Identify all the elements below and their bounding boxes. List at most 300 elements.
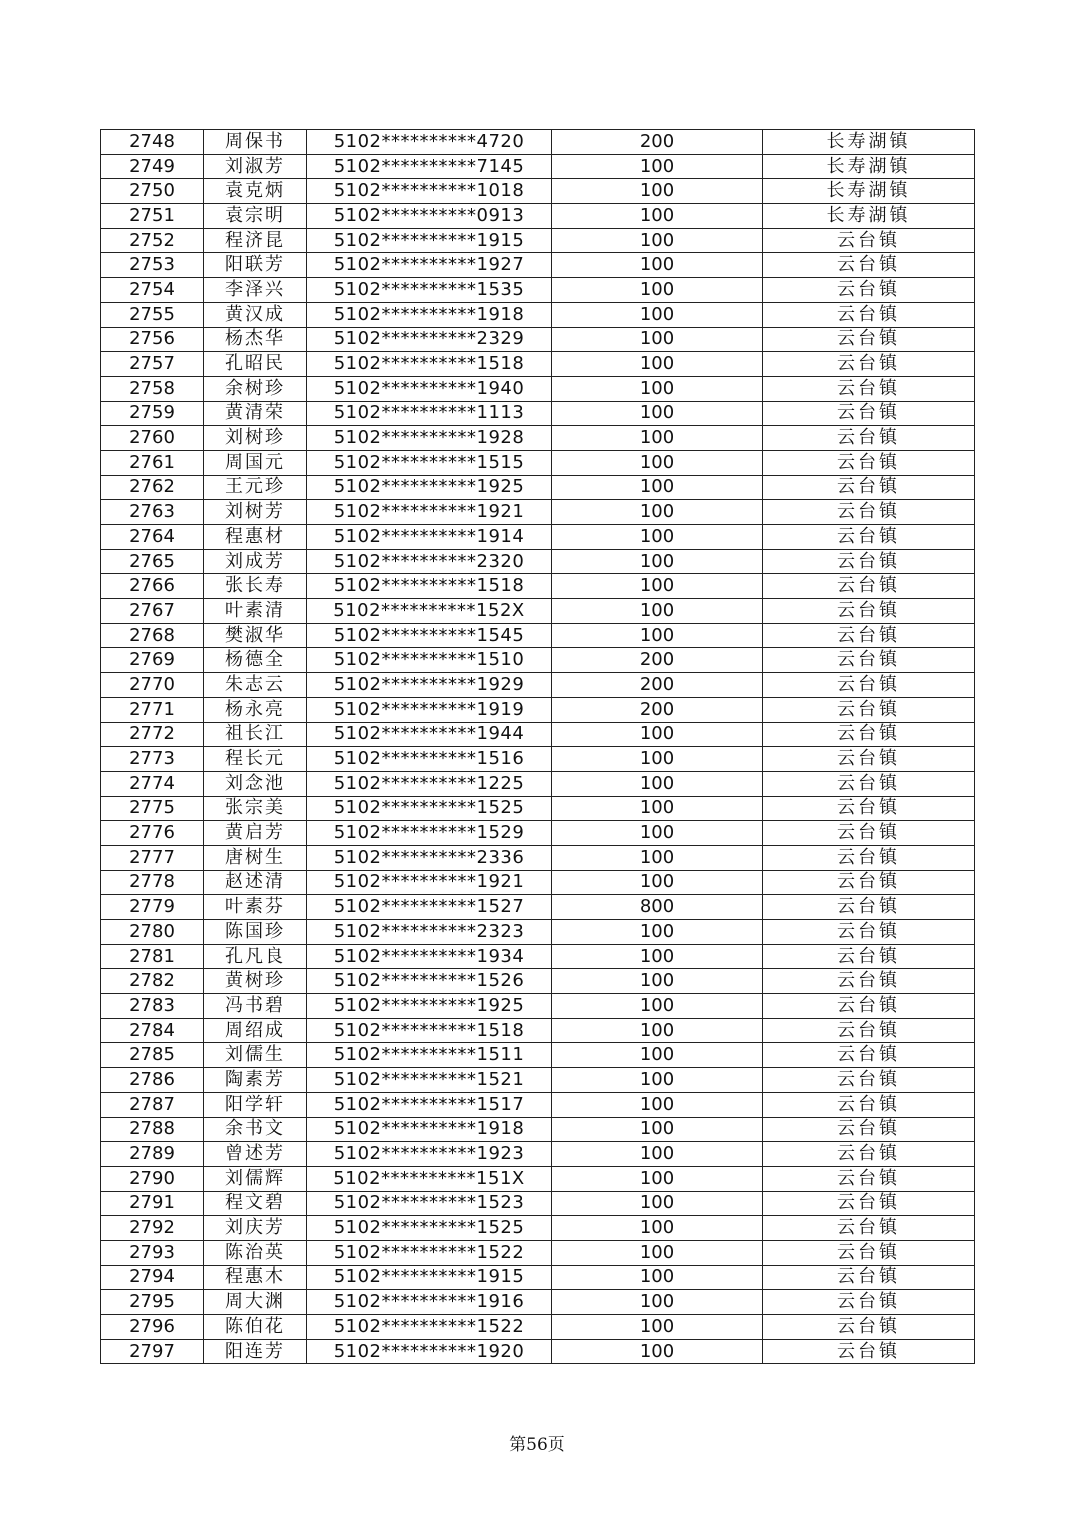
name-cell: 刘树芳 <box>204 500 307 525</box>
row-number-cell: 2796 <box>101 1315 204 1340</box>
id-number-cell: 5102**********1529 <box>307 821 552 846</box>
amount-cell: 100 <box>552 1265 763 1290</box>
amount-cell: 100 <box>552 1240 763 1265</box>
amount-cell: 100 <box>552 1166 763 1191</box>
town-cell: 云台镇 <box>763 1339 975 1364</box>
table-row <box>101 401 975 426</box>
id-number-cell: 5102**********1527 <box>307 895 552 920</box>
row-number-cell: 2757 <box>101 352 204 377</box>
row-number-cell: 2750 <box>101 179 204 204</box>
table-row <box>101 278 975 303</box>
table-row <box>101 376 975 401</box>
id-number-cell: 5102**********1915 <box>307 228 552 253</box>
name-cell: 刘淑芳 <box>204 154 307 179</box>
amount-cell: 100 <box>552 821 763 846</box>
id-number-cell: 5102**********1525 <box>307 1216 552 1241</box>
table-row <box>101 1068 975 1093</box>
row-number-cell: 2787 <box>101 1092 204 1117</box>
id-number-cell: 5102**********152X <box>307 599 552 624</box>
id-number-cell: 5102**********1511 <box>307 1043 552 1068</box>
row-number-cell: 2768 <box>101 623 204 648</box>
name-cell: 程文碧 <box>204 1191 307 1216</box>
town-cell: 云台镇 <box>763 376 975 401</box>
town-cell: 云台镇 <box>763 253 975 278</box>
table-row <box>101 771 975 796</box>
table-row <box>101 722 975 747</box>
town-cell: 云台镇 <box>763 845 975 870</box>
table-row <box>101 525 975 550</box>
table-row <box>101 895 975 920</box>
amount-cell: 100 <box>552 376 763 401</box>
id-number-cell: 5102**********1545 <box>307 623 552 648</box>
name-cell: 樊淑华 <box>204 623 307 648</box>
id-number-cell: 5102**********1934 <box>307 944 552 969</box>
name-cell: 冯书碧 <box>204 994 307 1019</box>
amount-cell: 100 <box>552 549 763 574</box>
name-cell: 刘成芳 <box>204 549 307 574</box>
table-row <box>101 253 975 278</box>
name-cell: 程惠木 <box>204 1265 307 1290</box>
table-row <box>101 1216 975 1241</box>
amount-cell: 100 <box>552 253 763 278</box>
table-row <box>101 1240 975 1265</box>
row-number-cell: 2786 <box>101 1068 204 1093</box>
town-cell: 云台镇 <box>763 1290 975 1315</box>
table-row <box>101 969 975 994</box>
amount-cell: 100 <box>552 994 763 1019</box>
name-cell: 周保书 <box>204 130 307 155</box>
town-cell: 云台镇 <box>763 722 975 747</box>
row-number-cell: 2775 <box>101 796 204 821</box>
row-number-cell: 2770 <box>101 673 204 698</box>
id-number-cell: 5102**********1940 <box>307 376 552 401</box>
row-number-cell: 2783 <box>101 994 204 1019</box>
town-cell: 云台镇 <box>763 1315 975 1340</box>
name-cell: 赵述清 <box>204 870 307 895</box>
amount-cell: 100 <box>552 623 763 648</box>
table-row <box>101 623 975 648</box>
amount-cell: 100 <box>552 1315 763 1340</box>
table-row <box>101 1339 975 1364</box>
id-number-cell: 5102**********1525 <box>307 796 552 821</box>
name-cell: 袁宗明 <box>204 204 307 229</box>
town-cell: 云台镇 <box>763 747 975 772</box>
town-cell: 云台镇 <box>763 475 975 500</box>
table-row <box>101 920 975 945</box>
town-cell: 长寿湖镇 <box>763 204 975 229</box>
town-cell: 云台镇 <box>763 697 975 722</box>
amount-cell: 100 <box>552 845 763 870</box>
town-cell: 云台镇 <box>763 500 975 525</box>
table-row <box>101 426 975 451</box>
row-number-cell: 2782 <box>101 969 204 994</box>
amount-cell: 100 <box>552 1018 763 1043</box>
amount-cell: 100 <box>552 401 763 426</box>
amount-cell: 100 <box>552 525 763 550</box>
table-row <box>101 1018 975 1043</box>
row-number-cell: 2774 <box>101 771 204 796</box>
row-number-cell: 2793 <box>101 1240 204 1265</box>
row-number-cell: 2758 <box>101 376 204 401</box>
id-number-cell: 5102**********1916 <box>307 1290 552 1315</box>
name-cell: 周绍成 <box>204 1018 307 1043</box>
id-number-cell: 5102**********1925 <box>307 475 552 500</box>
name-cell: 李泽兴 <box>204 278 307 303</box>
town-cell: 云台镇 <box>763 1265 975 1290</box>
town-cell: 云台镇 <box>763 450 975 475</box>
table-row <box>101 302 975 327</box>
amount-cell: 100 <box>552 1043 763 1068</box>
amount-cell: 100 <box>552 278 763 303</box>
name-cell: 陶素芳 <box>204 1068 307 1093</box>
id-number-cell: 5102**********1535 <box>307 278 552 303</box>
id-number-cell: 5102**********1925 <box>307 994 552 1019</box>
row-number-cell: 2778 <box>101 870 204 895</box>
row-number-cell: 2794 <box>101 1265 204 1290</box>
id-number-cell: 5102**********0913 <box>307 204 552 229</box>
table-row <box>101 130 975 155</box>
row-number-cell: 2790 <box>101 1166 204 1191</box>
table-row <box>101 1315 975 1340</box>
table-row <box>101 1290 975 1315</box>
row-number-cell: 2753 <box>101 253 204 278</box>
amount-cell: 100 <box>552 722 763 747</box>
id-number-cell: 5102**********1944 <box>307 722 552 747</box>
id-number-cell: 5102**********1113 <box>307 401 552 426</box>
town-cell: 云台镇 <box>763 920 975 945</box>
town-cell: 长寿湖镇 <box>763 154 975 179</box>
table-row <box>101 648 975 673</box>
amount-cell: 100 <box>552 1117 763 1142</box>
amount-cell: 100 <box>552 475 763 500</box>
town-cell: 云台镇 <box>763 278 975 303</box>
row-number-cell: 2784 <box>101 1018 204 1043</box>
row-number-cell: 2776 <box>101 821 204 846</box>
amount-cell: 200 <box>552 130 763 155</box>
row-number-cell: 2765 <box>101 549 204 574</box>
name-cell: 王元珍 <box>204 475 307 500</box>
amount-cell: 100 <box>552 500 763 525</box>
id-number-cell: 5102**********151X <box>307 1166 552 1191</box>
table-row <box>101 549 975 574</box>
name-cell: 余书文 <box>204 1117 307 1142</box>
name-cell: 黄汉成 <box>204 302 307 327</box>
row-number-cell: 2749 <box>101 154 204 179</box>
name-cell: 刘儒生 <box>204 1043 307 1068</box>
name-cell: 刘念池 <box>204 771 307 796</box>
amount-cell: 100 <box>552 1092 763 1117</box>
id-number-cell: 5102**********1518 <box>307 352 552 377</box>
row-number-cell: 2791 <box>101 1191 204 1216</box>
town-cell: 云台镇 <box>763 771 975 796</box>
name-cell: 刘树珍 <box>204 426 307 451</box>
amount-cell: 100 <box>552 870 763 895</box>
id-number-cell: 5102**********1915 <box>307 1265 552 1290</box>
name-cell: 周国元 <box>204 450 307 475</box>
table-row <box>101 1092 975 1117</box>
row-number-cell: 2766 <box>101 574 204 599</box>
id-number-cell: 5102**********7145 <box>307 154 552 179</box>
amount-cell: 100 <box>552 1142 763 1167</box>
id-number-cell: 5102**********1521 <box>307 1068 552 1093</box>
town-cell: 云台镇 <box>763 994 975 1019</box>
amount-cell: 100 <box>552 574 763 599</box>
id-number-cell: 5102**********1510 <box>307 648 552 673</box>
id-number-cell: 5102**********1920 <box>307 1339 552 1364</box>
town-cell: 云台镇 <box>763 426 975 451</box>
town-cell: 云台镇 <box>763 302 975 327</box>
town-cell: 云台镇 <box>763 1043 975 1068</box>
amount-cell: 100 <box>552 599 763 624</box>
row-number-cell: 2761 <box>101 450 204 475</box>
name-cell: 黄启芳 <box>204 821 307 846</box>
table-row <box>101 352 975 377</box>
town-cell: 云台镇 <box>763 352 975 377</box>
id-number-cell: 5102**********1517 <box>307 1092 552 1117</box>
page-number: 第56页 <box>509 1435 565 1455</box>
row-number-cell: 2752 <box>101 228 204 253</box>
town-cell: 云台镇 <box>763 228 975 253</box>
id-number-cell: 5102**********1523 <box>307 1191 552 1216</box>
roster-table-body <box>101 130 975 1364</box>
row-number-cell: 2797 <box>101 1339 204 1364</box>
town-cell: 云台镇 <box>763 1191 975 1216</box>
amount-cell: 100 <box>552 969 763 994</box>
row-number-cell: 2764 <box>101 525 204 550</box>
amount-cell: 100 <box>552 1290 763 1315</box>
id-number-cell: 5102**********2329 <box>307 327 552 352</box>
amount-cell: 100 <box>552 228 763 253</box>
id-number-cell: 5102**********1921 <box>307 500 552 525</box>
town-cell: 云台镇 <box>763 1142 975 1167</box>
name-cell: 陈治英 <box>204 1240 307 1265</box>
row-number-cell: 2777 <box>101 845 204 870</box>
table-row <box>101 673 975 698</box>
town-cell: 云台镇 <box>763 401 975 426</box>
table-row <box>101 574 975 599</box>
table-row <box>101 845 975 870</box>
row-number-cell: 2755 <box>101 302 204 327</box>
name-cell: 刘庆芳 <box>204 1216 307 1241</box>
name-cell: 程长元 <box>204 747 307 772</box>
id-number-cell: 5102**********2320 <box>307 549 552 574</box>
name-cell: 唐树生 <box>204 845 307 870</box>
name-cell: 阳联芳 <box>204 253 307 278</box>
town-cell: 云台镇 <box>763 1166 975 1191</box>
town-cell: 云台镇 <box>763 870 975 895</box>
amount-cell: 100 <box>552 1191 763 1216</box>
table-row <box>101 154 975 179</box>
id-number-cell: 5102**********2336 <box>307 845 552 870</box>
town-cell: 云台镇 <box>763 944 975 969</box>
row-number-cell: 2754 <box>101 278 204 303</box>
name-cell: 陈国珍 <box>204 920 307 945</box>
name-cell: 张宗美 <box>204 796 307 821</box>
table-row <box>101 1043 975 1068</box>
id-number-cell: 5102**********1927 <box>307 253 552 278</box>
town-cell: 云台镇 <box>763 648 975 673</box>
town-cell: 云台镇 <box>763 623 975 648</box>
amount-cell: 100 <box>552 796 763 821</box>
id-number-cell: 5102**********1518 <box>307 1018 552 1043</box>
amount-cell: 100 <box>552 327 763 352</box>
row-number-cell: 2760 <box>101 426 204 451</box>
name-cell: 张长寿 <box>204 574 307 599</box>
name-cell: 刘儒辉 <box>204 1166 307 1191</box>
id-number-cell: 5102**********1522 <box>307 1240 552 1265</box>
table-row <box>101 1191 975 1216</box>
id-number-cell: 5102**********2323 <box>307 920 552 945</box>
name-cell: 孔昭民 <box>204 352 307 377</box>
town-cell: 云台镇 <box>763 549 975 574</box>
town-cell: 云台镇 <box>763 895 975 920</box>
town-cell: 云台镇 <box>763 599 975 624</box>
town-cell: 长寿湖镇 <box>763 130 975 155</box>
row-number-cell: 2762 <box>101 475 204 500</box>
town-cell: 云台镇 <box>763 1117 975 1142</box>
table-row <box>101 179 975 204</box>
row-number-cell: 2748 <box>101 130 204 155</box>
amount-cell: 100 <box>552 302 763 327</box>
name-cell: 叶素清 <box>204 599 307 624</box>
town-cell: 云台镇 <box>763 673 975 698</box>
town-cell: 云台镇 <box>763 1018 975 1043</box>
table-row <box>101 204 975 229</box>
amount-cell: 100 <box>552 426 763 451</box>
amount-cell: 200 <box>552 697 763 722</box>
town-cell: 云台镇 <box>763 574 975 599</box>
name-cell: 阳连芳 <box>204 1339 307 1364</box>
table-row <box>101 944 975 969</box>
name-cell: 袁克炳 <box>204 179 307 204</box>
town-cell: 云台镇 <box>763 1216 975 1241</box>
amount-cell: 100 <box>552 747 763 772</box>
name-cell: 阳学轩 <box>204 1092 307 1117</box>
row-number-cell: 2769 <box>101 648 204 673</box>
name-cell: 孔凡良 <box>204 944 307 969</box>
name-cell: 杨德全 <box>204 648 307 673</box>
table-row <box>101 327 975 352</box>
row-number-cell: 2751 <box>101 204 204 229</box>
amount-cell: 100 <box>552 179 763 204</box>
table-row <box>101 796 975 821</box>
name-cell: 叶素芬 <box>204 895 307 920</box>
amount-cell: 100 <box>552 450 763 475</box>
table-row <box>101 1265 975 1290</box>
table-row <box>101 1142 975 1167</box>
row-number-cell: 2792 <box>101 1216 204 1241</box>
row-number-cell: 2785 <box>101 1043 204 1068</box>
id-number-cell: 5102**********1914 <box>307 525 552 550</box>
row-number-cell: 2788 <box>101 1117 204 1142</box>
town-cell: 云台镇 <box>763 796 975 821</box>
row-number-cell: 2767 <box>101 599 204 624</box>
town-cell: 云台镇 <box>763 525 975 550</box>
amount-cell: 100 <box>552 920 763 945</box>
town-cell: 长寿湖镇 <box>763 179 975 204</box>
id-number-cell: 5102**********1919 <box>307 697 552 722</box>
amount-cell: 100 <box>552 154 763 179</box>
row-number-cell: 2780 <box>101 920 204 945</box>
id-number-cell: 5102**********1522 <box>307 1315 552 1340</box>
town-cell: 云台镇 <box>763 1068 975 1093</box>
table-row <box>101 994 975 1019</box>
name-cell: 祖长江 <box>204 722 307 747</box>
roster-table <box>100 129 975 1364</box>
table-row <box>101 870 975 895</box>
town-cell: 云台镇 <box>763 327 975 352</box>
amount-cell: 100 <box>552 944 763 969</box>
id-number-cell: 5102**********1515 <box>307 450 552 475</box>
row-number-cell: 2779 <box>101 895 204 920</box>
name-cell: 朱志云 <box>204 673 307 698</box>
name-cell: 杨杰华 <box>204 327 307 352</box>
id-number-cell: 5102**********1516 <box>307 747 552 772</box>
table-row <box>101 228 975 253</box>
row-number-cell: 2795 <box>101 1290 204 1315</box>
id-number-cell: 5102**********1518 <box>307 574 552 599</box>
table-row <box>101 747 975 772</box>
name-cell: 周大渊 <box>204 1290 307 1315</box>
name-cell: 黄树珍 <box>204 969 307 994</box>
amount-cell: 100 <box>552 352 763 377</box>
amount-cell: 200 <box>552 648 763 673</box>
id-number-cell: 5102**********4720 <box>307 130 552 155</box>
table-row <box>101 599 975 624</box>
row-number-cell: 2771 <box>101 697 204 722</box>
amount-cell: 800 <box>552 895 763 920</box>
id-number-cell: 5102**********1918 <box>307 1117 552 1142</box>
id-number-cell: 5102**********1928 <box>307 426 552 451</box>
id-number-cell: 5102**********1018 <box>307 179 552 204</box>
table-row <box>101 697 975 722</box>
id-number-cell: 5102**********1923 <box>307 1142 552 1167</box>
id-number-cell: 5102**********1526 <box>307 969 552 994</box>
name-cell: 程惠材 <box>204 525 307 550</box>
table-row <box>101 500 975 525</box>
town-cell: 云台镇 <box>763 969 975 994</box>
name-cell: 余树珍 <box>204 376 307 401</box>
row-number-cell: 2781 <box>101 944 204 969</box>
name-cell: 曾述芳 <box>204 1142 307 1167</box>
table-row <box>101 475 975 500</box>
row-number-cell: 2763 <box>101 500 204 525</box>
row-number-cell: 2773 <box>101 747 204 772</box>
table-row <box>101 1166 975 1191</box>
table-row <box>101 821 975 846</box>
id-number-cell: 5102**********1225 <box>307 771 552 796</box>
amount-cell: 100 <box>552 1339 763 1364</box>
id-number-cell: 5102**********1918 <box>307 302 552 327</box>
name-cell: 杨永亮 <box>204 697 307 722</box>
name-cell: 程济昆 <box>204 228 307 253</box>
id-number-cell: 5102**********1921 <box>307 870 552 895</box>
row-number-cell: 2759 <box>101 401 204 426</box>
town-cell: 云台镇 <box>763 1240 975 1265</box>
table-row <box>101 450 975 475</box>
name-cell: 黄清荣 <box>204 401 307 426</box>
id-number-cell: 5102**********1929 <box>307 673 552 698</box>
row-number-cell: 2756 <box>101 327 204 352</box>
amount-cell: 100 <box>552 771 763 796</box>
table-row <box>101 1117 975 1142</box>
town-cell: 云台镇 <box>763 821 975 846</box>
amount-cell: 100 <box>552 1068 763 1093</box>
row-number-cell: 2789 <box>101 1142 204 1167</box>
amount-cell: 100 <box>552 204 763 229</box>
town-cell: 云台镇 <box>763 1092 975 1117</box>
amount-cell: 200 <box>552 673 763 698</box>
